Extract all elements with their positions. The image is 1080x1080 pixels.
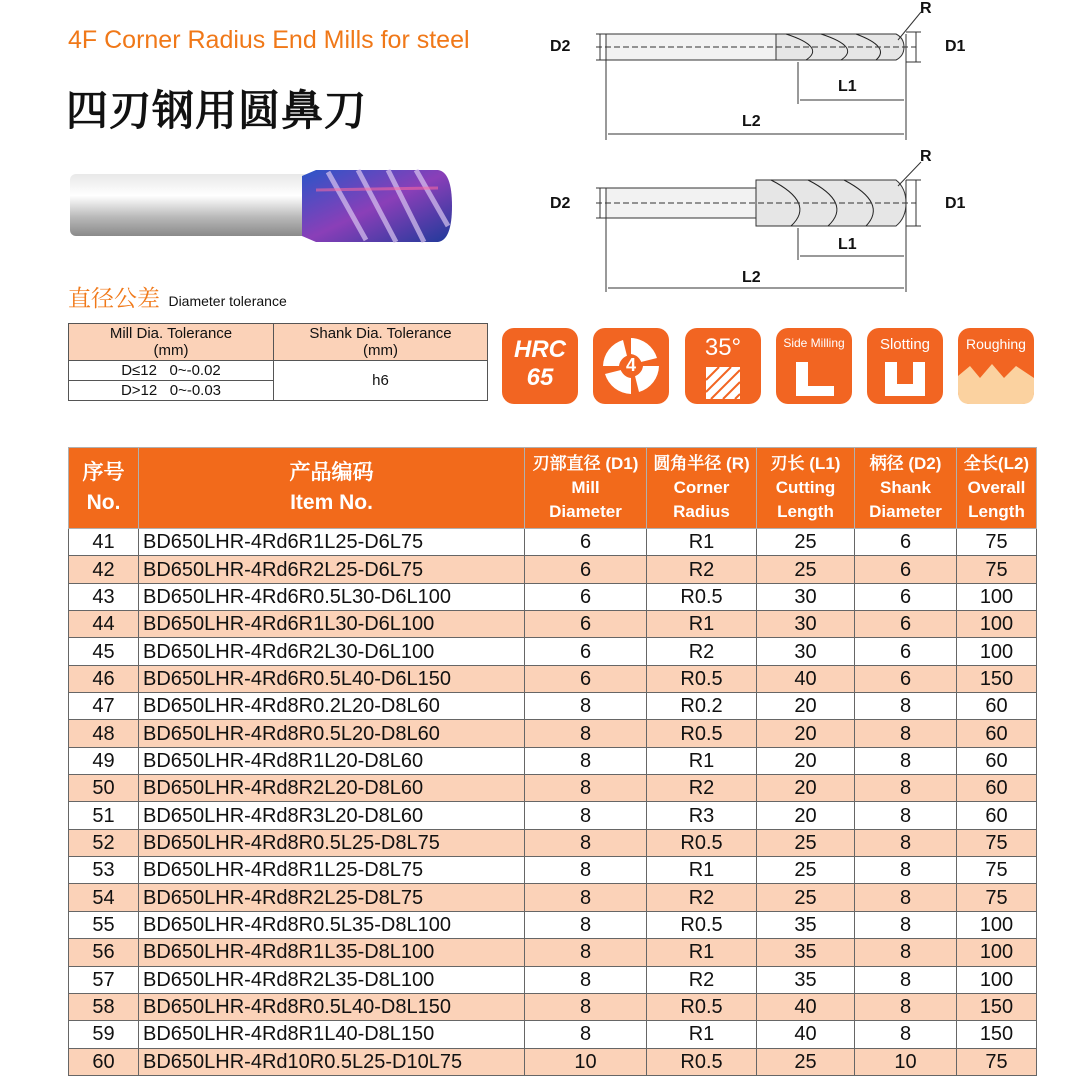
cell-shank-diameter: 6: [855, 665, 957, 692]
cell-shank-diameter: 8: [855, 829, 957, 856]
cell-item-no: BD650LHR-4Rd8R0.5L25-D8L75: [139, 829, 525, 856]
cell-cutting-length: 30: [757, 638, 855, 665]
cell-corner-radius: R0.5: [647, 1048, 757, 1075]
cell-mill-diameter: 8: [525, 802, 647, 829]
cell-no: 45: [69, 638, 139, 665]
spec-header-row: [69, 448, 1037, 529]
dimension-diagram-bottom: [576, 150, 956, 300]
cell-corner-radius: R1: [647, 857, 757, 884]
cell-cutting-length: 25: [757, 857, 855, 884]
table-row: [69, 884, 1037, 911]
side-milling-label: Side Milling: [783, 336, 845, 350]
cell-item-no: BD650LHR-4Rd8R1L40-D8L150: [139, 1021, 525, 1048]
cell-item-no: BD650LHR-4Rd8R2L35-D8L100: [139, 966, 525, 993]
cell-mill-diameter: 8: [525, 747, 647, 774]
cell-no: 56: [69, 939, 139, 966]
slotting-label: Slotting: [879, 336, 931, 353]
cell-item-no: BD650LHR-4Rd8R1L25-D8L75: [139, 857, 525, 884]
cell-cutting-length: 35: [757, 966, 855, 993]
cell-shank-diameter: 8: [855, 939, 957, 966]
header-item-no: 产品编码 Item No.: [139, 448, 525, 529]
cell-no: 49: [69, 747, 139, 774]
cell-cutting-length: 25: [757, 1048, 855, 1075]
cell-overall-length: 75: [957, 829, 1037, 856]
spec-table: [68, 447, 1037, 1076]
slotting-icon: [883, 360, 927, 398]
cell-item-no: BD650LHR-4Rd8R3L20-D8L60: [139, 802, 525, 829]
cell-corner-radius: R0.5: [647, 665, 757, 692]
cell-shank-diameter: 10: [855, 1048, 957, 1075]
cell-no: 58: [69, 993, 139, 1020]
label-l2-bottom: L2: [742, 269, 761, 286]
cell-mill-diameter: 8: [525, 857, 647, 884]
cell-corner-radius: R1: [647, 611, 757, 638]
cell-overall-length: 150: [957, 993, 1037, 1020]
cell-shank-diameter: 6: [855, 638, 957, 665]
badge-4-flutes: [593, 328, 669, 404]
label-l1-bottom: L1: [838, 236, 857, 253]
cell-no: 41: [69, 529, 139, 556]
cell-mill-diameter: 8: [525, 993, 647, 1020]
cell-corner-radius: R1: [647, 1021, 757, 1048]
cell-overall-length: 100: [957, 611, 1037, 638]
table-row: [69, 693, 1037, 720]
cell-mill-diameter: 8: [525, 693, 647, 720]
cell-mill-diameter: 8: [525, 1021, 647, 1048]
cell-overall-length: 60: [957, 747, 1037, 774]
cell-item-no: BD650LHR-4Rd8R0.5L20-D8L60: [139, 720, 525, 747]
cell-overall-length: 75: [957, 857, 1037, 884]
cell-no: 51: [69, 802, 139, 829]
table-row: [69, 966, 1037, 993]
table-row: [69, 529, 1037, 556]
cell-overall-length: 100: [957, 939, 1037, 966]
badge-side-milling: [776, 328, 852, 404]
table-row: [69, 775, 1037, 802]
cell-overall-length: 75: [957, 556, 1037, 583]
cell-overall-length: 60: [957, 775, 1037, 802]
cell-item-no: BD650LHR-4Rd8R0.2L20-D8L60: [139, 693, 525, 720]
cell-corner-radius: R0.5: [647, 829, 757, 856]
helix-icon: [705, 366, 741, 400]
table-row: [69, 857, 1037, 884]
cell-item-no: BD650LHR-4Rd6R1L30-D6L100: [139, 611, 525, 638]
table-row: [69, 993, 1037, 1020]
cell-corner-radius: R2: [647, 884, 757, 911]
cell-overall-length: 100: [957, 583, 1037, 610]
cell-cutting-length: 25: [757, 556, 855, 583]
cell-corner-radius: R1: [647, 939, 757, 966]
cell-cutting-length: 20: [757, 802, 855, 829]
cell-shank-diameter: 8: [855, 966, 957, 993]
cell-overall-length: 100: [957, 966, 1037, 993]
label-d2-top: D2: [550, 38, 571, 55]
table-row: [69, 1021, 1037, 1048]
cell-corner-radius: R3: [647, 802, 757, 829]
end-mill-photo: [66, 160, 456, 252]
badge-roughing: [958, 328, 1034, 404]
cell-mill-diameter: 8: [525, 966, 647, 993]
side-milling-icon: [794, 360, 836, 398]
cell-corner-radius: R0.5: [647, 583, 757, 610]
cell-cutting-length: 40: [757, 993, 855, 1020]
header-overall-length: 全长(L2) Overall Length: [957, 448, 1037, 529]
cell-no: 52: [69, 829, 139, 856]
cell-shank-diameter: 8: [855, 884, 957, 911]
tolerance-table: [68, 323, 488, 401]
table-row: [69, 583, 1037, 610]
cell-item-no: BD650LHR-4Rd6R2L30-D6L100: [139, 638, 525, 665]
cell-item-no: BD650LHR-4Rd8R2L20-D8L60: [139, 775, 525, 802]
label-r-bottom: R: [920, 148, 932, 165]
tolerance-row-1: D≤12 0~-0.02: [69, 361, 274, 381]
cell-no: 43: [69, 583, 139, 610]
cell-item-no: BD650LHR-4Rd6R1L25-D6L75: [139, 529, 525, 556]
cell-cutting-length: 25: [757, 829, 855, 856]
table-row: [69, 665, 1037, 692]
label-l1-top: L1: [838, 78, 857, 95]
table-row: [69, 747, 1037, 774]
cell-overall-length: 60: [957, 693, 1037, 720]
tolerance-heading: [68, 280, 287, 313]
table-row: [69, 720, 1037, 747]
cell-shank-diameter: 8: [855, 1021, 957, 1048]
spec-table-body: [69, 529, 1037, 1076]
table-row: [69, 829, 1037, 856]
cell-cutting-length: 35: [757, 939, 855, 966]
cell-corner-radius: R0.2: [647, 693, 757, 720]
cell-item-no: BD650LHR-4Rd8R1L35-D8L100: [139, 939, 525, 966]
cell-overall-length: 75: [957, 529, 1037, 556]
cell-no: 44: [69, 611, 139, 638]
cell-cutting-length: 25: [757, 884, 855, 911]
cell-corner-radius: R2: [647, 556, 757, 583]
badge-slotting: [867, 328, 943, 404]
table-row: [69, 638, 1037, 665]
cell-overall-length: 75: [957, 884, 1037, 911]
cell-corner-radius: R0.5: [647, 993, 757, 1020]
cell-mill-diameter: 8: [525, 884, 647, 911]
cell-no: 54: [69, 884, 139, 911]
badge-hrc65: [502, 328, 578, 404]
cell-corner-radius: R1: [647, 747, 757, 774]
cell-cutting-length: 30: [757, 611, 855, 638]
cell-overall-length: 60: [957, 720, 1037, 747]
cell-cutting-length: 20: [757, 775, 855, 802]
table-row: [69, 1048, 1037, 1075]
label-l2-top: L2: [742, 113, 761, 130]
tolerance-col-mill: Mill Dia. Tolerance (mm): [69, 324, 274, 361]
helix-angle: 35°: [704, 334, 742, 361]
cell-cutting-length: 40: [757, 665, 855, 692]
cell-no: 55: [69, 911, 139, 938]
cell-cutting-length: 20: [757, 693, 855, 720]
cell-item-no: BD650LHR-4Rd6R0.5L30-D6L100: [139, 583, 525, 610]
cell-mill-diameter: 10: [525, 1048, 647, 1075]
cell-no: 42: [69, 556, 139, 583]
header-no: 序号 No.: [69, 448, 139, 529]
cell-item-no: BD650LHR-4Rd10R0.5L25-D10L75: [139, 1048, 525, 1075]
cell-item-no: BD650LHR-4Rd6R0.5L40-D6L150: [139, 665, 525, 692]
tolerance-row-2: D>12 0~-0.03: [69, 381, 274, 401]
cell-mill-diameter: 8: [525, 775, 647, 802]
table-row: [69, 802, 1037, 829]
cell-shank-diameter: 8: [855, 775, 957, 802]
title-chinese: 四刃钢用圆鼻刀: [66, 86, 368, 135]
header-mill-diameter: 刃部直径 (D1) Mill Diameter: [525, 448, 647, 529]
tolerance-shank-value: h6: [274, 361, 488, 401]
cell-no: 47: [69, 693, 139, 720]
cell-mill-diameter: 6: [525, 556, 647, 583]
cell-corner-radius: R2: [647, 775, 757, 802]
cell-mill-diameter: 8: [525, 939, 647, 966]
cell-no: 50: [69, 775, 139, 802]
header-corner-radius: 圆角半径 (R) Corner Radius: [647, 448, 757, 529]
cell-item-no: BD650LHR-4Rd8R0.5L35-D8L100: [139, 911, 525, 938]
table-row: [69, 611, 1037, 638]
cell-shank-diameter: 8: [855, 993, 957, 1020]
cell-item-no: BD650LHR-4Rd8R1L20-D8L60: [139, 747, 525, 774]
badge-helix-35: [685, 328, 761, 404]
cell-cutting-length: 40: [757, 1021, 855, 1048]
tolerance-col-shank: Shank Dia. Tolerance (mm): [274, 324, 488, 361]
cell-overall-length: 150: [957, 1021, 1037, 1048]
cell-no: 46: [69, 665, 139, 692]
roughing-label: Roughing: [966, 336, 1026, 352]
cell-item-no: BD650LHR-4Rd8R2L25-D8L75: [139, 884, 525, 911]
header-cutting-length: 刃长 (L1) Cutting Length: [757, 448, 855, 529]
cell-shank-diameter: 8: [855, 857, 957, 884]
cell-cutting-length: 20: [757, 720, 855, 747]
cell-shank-diameter: 6: [855, 529, 957, 556]
header-shank-diameter: 柄径 (D2) Shank Diameter: [855, 448, 957, 529]
cell-cutting-length: 35: [757, 911, 855, 938]
cell-mill-diameter: 8: [525, 720, 647, 747]
roughing-icon: [958, 362, 1034, 404]
cell-shank-diameter: 8: [855, 747, 957, 774]
label-d1-bottom: D1: [945, 195, 966, 212]
cell-corner-radius: R2: [647, 966, 757, 993]
cell-corner-radius: R2: [647, 638, 757, 665]
cell-mill-diameter: 8: [525, 911, 647, 938]
cell-overall-length: 75: [957, 1048, 1037, 1075]
cell-no: 57: [69, 966, 139, 993]
cell-mill-diameter: 6: [525, 529, 647, 556]
flute-count: 4: [625, 355, 636, 375]
cell-corner-radius: R1: [647, 529, 757, 556]
cell-item-no: BD650LHR-4Rd6R2L25-D6L75: [139, 556, 525, 583]
label-d1-top: D1: [945, 38, 966, 55]
cell-corner-radius: R0.5: [647, 720, 757, 747]
cell-shank-diameter: 6: [855, 556, 957, 583]
dimension-diagram-top: [576, 0, 956, 145]
cell-overall-length: 100: [957, 911, 1037, 938]
cell-shank-diameter: 8: [855, 911, 957, 938]
cell-shank-diameter: 8: [855, 802, 957, 829]
cell-mill-diameter: 6: [525, 583, 647, 610]
cell-overall-length: 60: [957, 802, 1037, 829]
cell-corner-radius: R0.5: [647, 911, 757, 938]
label-r-top: R: [920, 0, 932, 17]
cell-shank-diameter: 8: [855, 720, 957, 747]
cell-mill-diameter: 8: [525, 829, 647, 856]
cell-item-no: BD650LHR-4Rd8R0.5L40-D8L150: [139, 993, 525, 1020]
cell-shank-diameter: 8: [855, 693, 957, 720]
cell-mill-diameter: 6: [525, 638, 647, 665]
cell-no: 48: [69, 720, 139, 747]
tolerance-heading-en: Diameter tolerance: [168, 293, 287, 309]
cell-cutting-length: 25: [757, 529, 855, 556]
cell-overall-length: 150: [957, 665, 1037, 692]
cell-mill-diameter: 6: [525, 611, 647, 638]
table-row: [69, 556, 1037, 583]
cell-cutting-length: 30: [757, 583, 855, 610]
cell-no: 53: [69, 857, 139, 884]
hrc-text: HRC 65: [514, 336, 566, 391]
table-row: [69, 911, 1037, 938]
label-d2-bottom: D2: [550, 195, 571, 212]
cell-no: 59: [69, 1021, 139, 1048]
cell-shank-diameter: 6: [855, 611, 957, 638]
tolerance-heading-cn: 直径公差: [68, 286, 160, 312]
cell-shank-diameter: 6: [855, 583, 957, 610]
cell-cutting-length: 20: [757, 747, 855, 774]
cell-mill-diameter: 6: [525, 665, 647, 692]
table-row: [69, 939, 1037, 966]
cell-no: 60: [69, 1048, 139, 1075]
title-english: 4F Corner Radius End Mills for steel: [68, 26, 470, 54]
cell-overall-length: 100: [957, 638, 1037, 665]
